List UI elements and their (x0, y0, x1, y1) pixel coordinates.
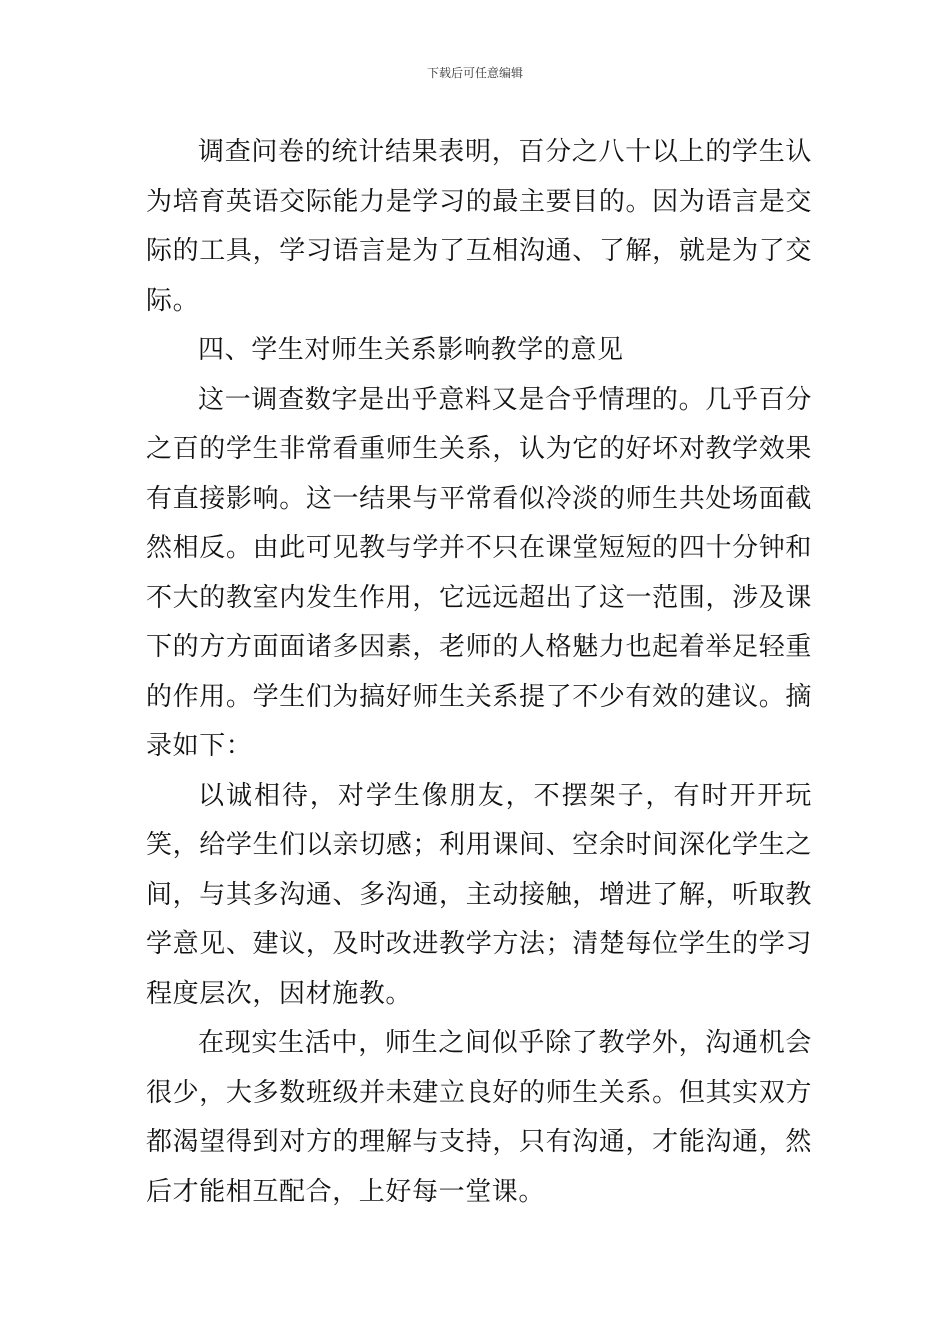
paragraph-survey-result: 调查问卷的统计结果表明，百分之八十以上的学生认为培育英语交际能力是学习的最主要目的。因为语言是交际的工具，学习语言是为了互相沟通、了解，就是为了交际。 (146, 137, 812, 316)
paragraph-suggestions: 以诚相待，对学生像朋友，不摆架子，有时开开玩笑，给学生们以亲切感；利用课间、空余时间深化学生之间，与其多沟通、多沟通，主动接触，增进了解，听取教学意见、建议，及时改进教学方法；清楚每位学生的学习程度层次，因材施教。 (146, 780, 812, 1009)
document-body (146, 128, 812, 1217)
section-heading: 四、学生对师生关系影响教学的意见 (198, 335, 624, 365)
paragraph-teacher-student-relationship: 这一调查数字是出乎意料又是合乎情理的。几乎百分之百的学生非常看重师生关系，认为它的好坏对教学效果有直接影响。这一结果与平常看似冷淡的师生共处场面截然相反。由此可见教与学并不只在课堂短短的四十分钟和不大的教室内发生作用，它远远超出了这一范围，涉及课下的方方面面诸多因素，老师的人格魅力也起着举足轻重的作用。学生们为搞好师生关系提了不少有效的建议。摘录如下： (146, 384, 812, 761)
page-header: 下载后可任意编辑 (426, 66, 523, 80)
paragraph-conclusion: 在现实生活中，师生之间似乎除了教学外，沟通机会很少，大多数班级并未建立良好的师生关系。但其实双方都渴望得到对方的理解与支持，只有沟通，才能沟通，然后才能相互配合，上好每一堂课。 (146, 1028, 812, 1207)
